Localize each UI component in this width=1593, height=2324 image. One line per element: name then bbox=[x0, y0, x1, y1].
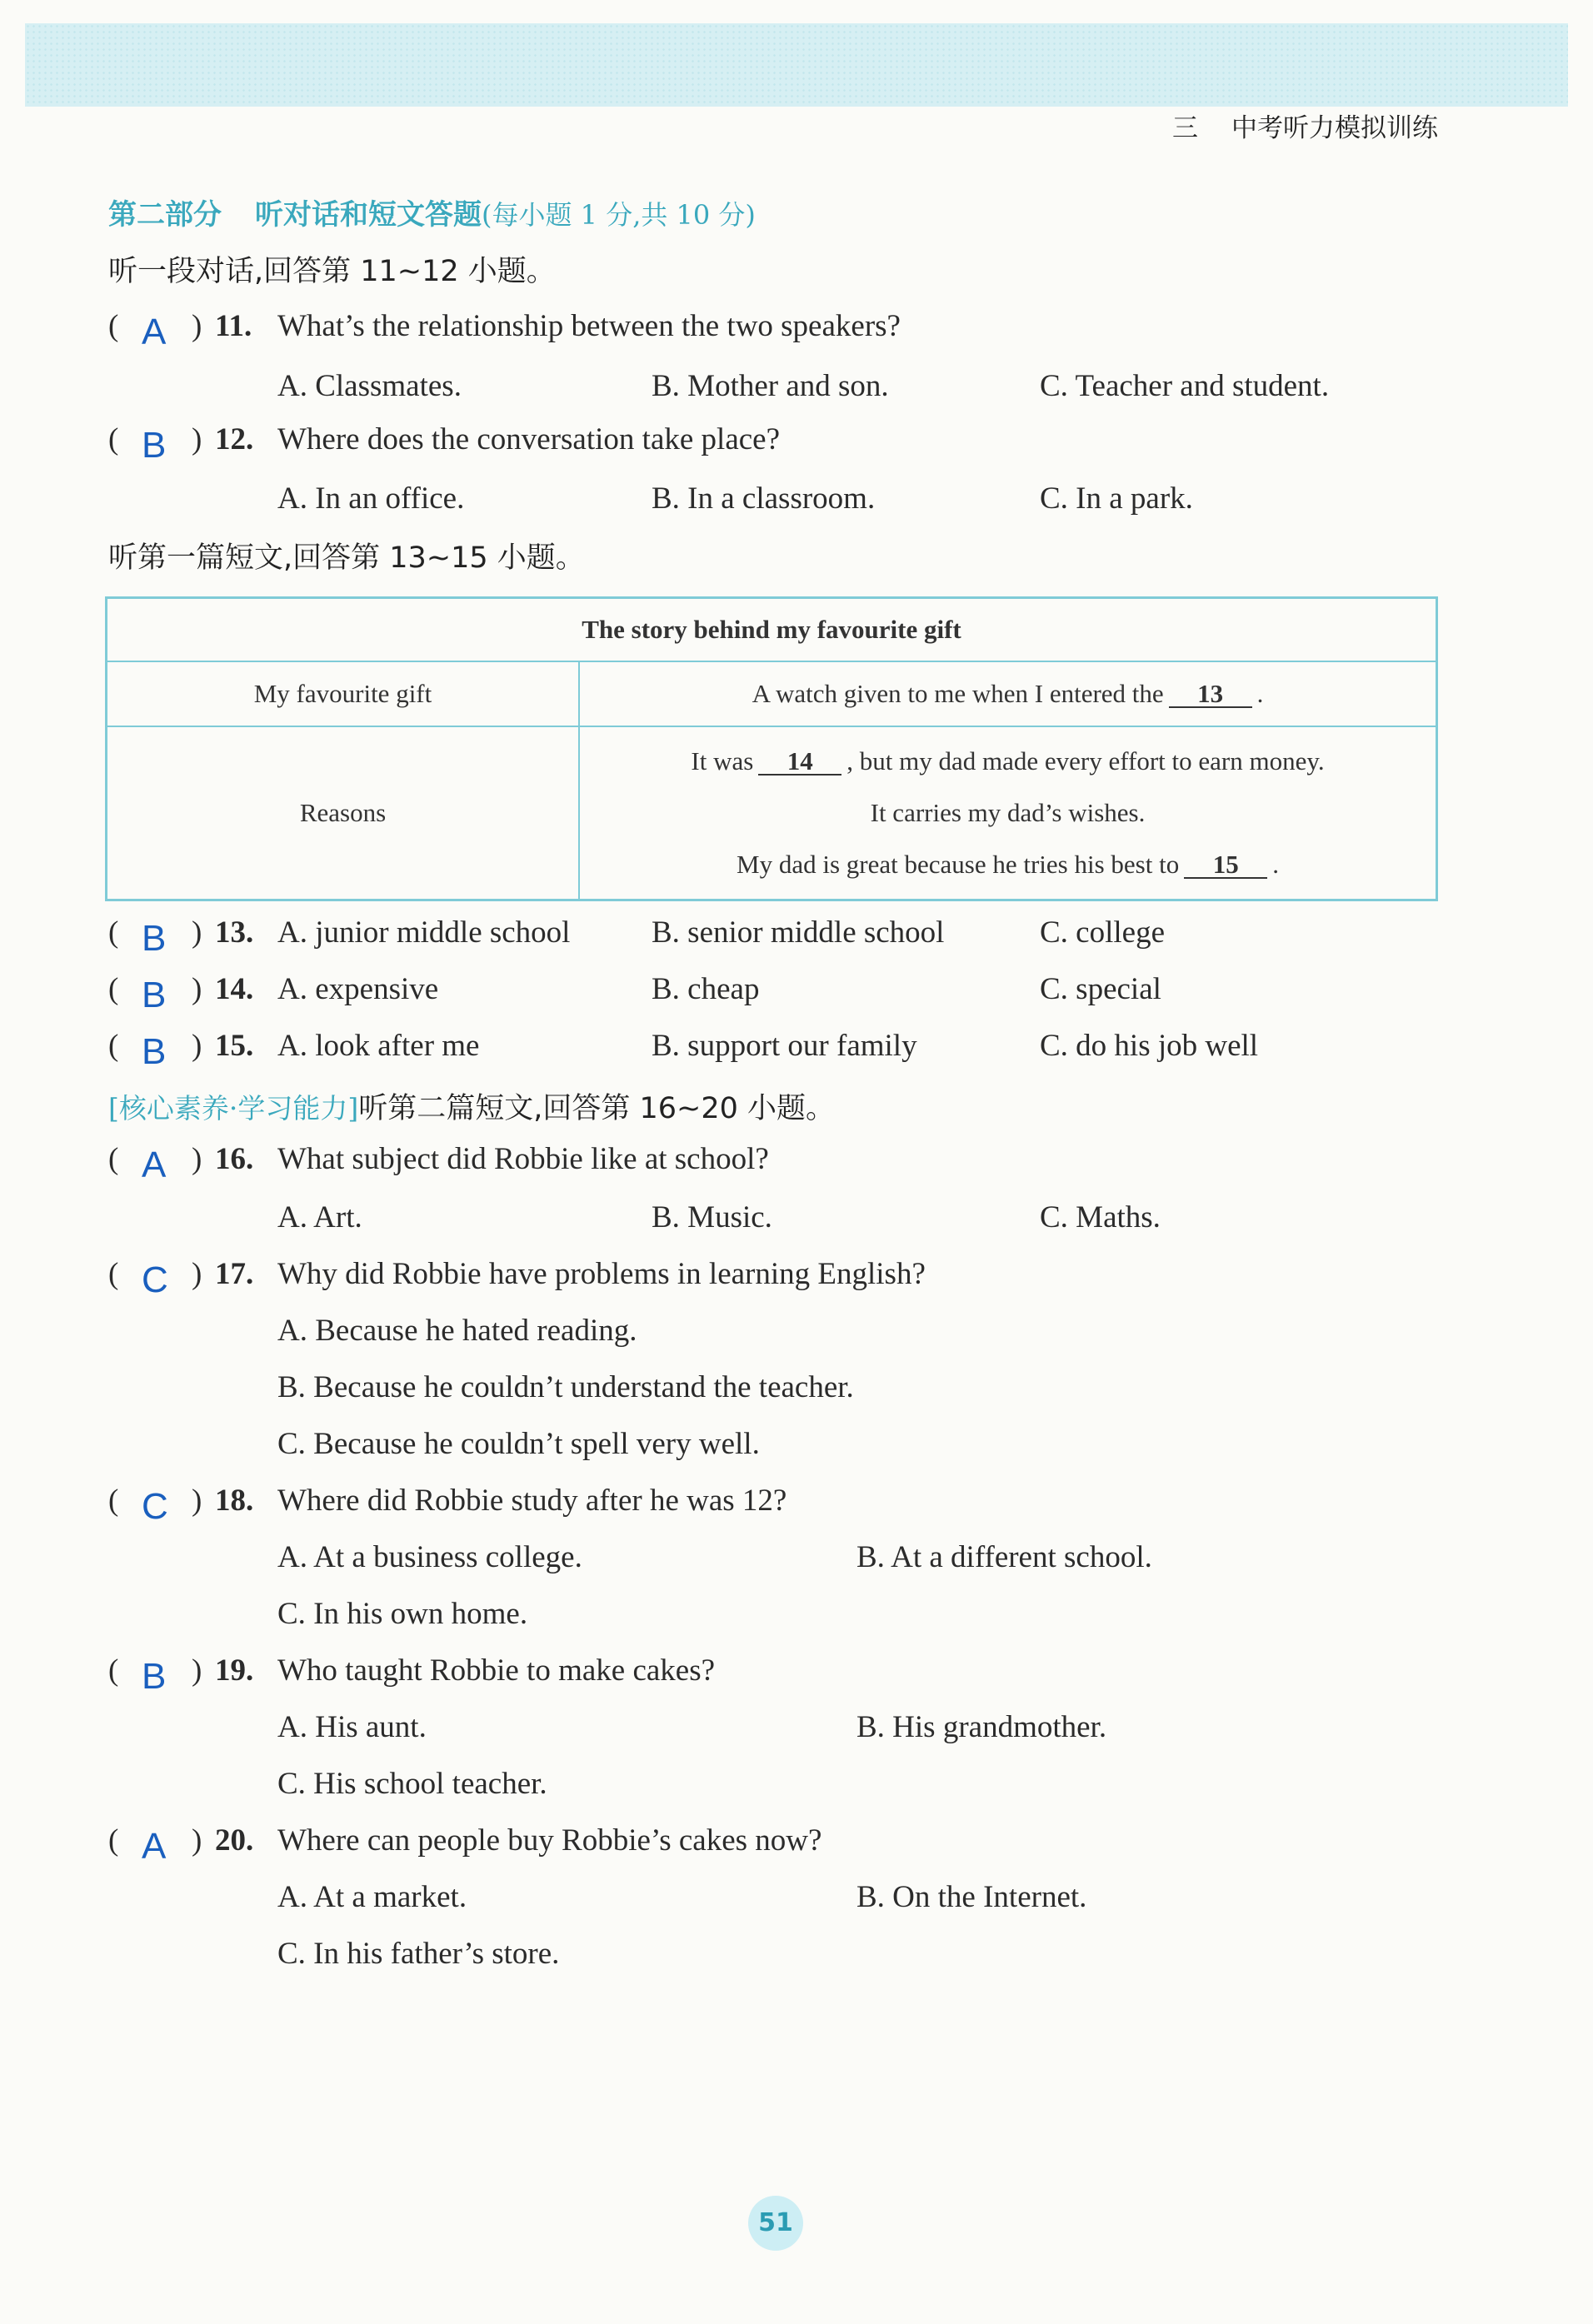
literacy-tag: [核心素养·学习能力] bbox=[108, 1092, 359, 1125]
answer-19: B bbox=[142, 1656, 167, 1697]
option-20-c: C. In his father’s store. bbox=[277, 1937, 560, 1971]
option-15-c: C. do his job well bbox=[1040, 1029, 1259, 1063]
answer-18: C bbox=[142, 1486, 168, 1527]
option-20-b: B. On the Internet. bbox=[856, 1880, 1087, 1914]
part-label: 第二部分 bbox=[108, 198, 222, 232]
question-15: ( B ) 15. A. look after me bbox=[108, 1029, 480, 1072]
question-number: 19. bbox=[215, 1653, 254, 1688]
question-stem: What’s the relationship between the two speakers? bbox=[277, 309, 901, 343]
blank-13: 13 bbox=[1169, 681, 1252, 708]
question-number: 11. bbox=[215, 309, 252, 343]
question-number: 13. bbox=[215, 915, 254, 950]
answer-16: A bbox=[142, 1145, 167, 1185]
question-stem: What subject did Robbie like at school? bbox=[277, 1142, 769, 1176]
gift-text: A watch given to me when I entered the bbox=[752, 679, 1164, 708]
instruction-passage-2: [核心素养·学习能力]听第二篇短文,回答第 16~20 小题。 bbox=[108, 1092, 836, 1125]
question-number: 18. bbox=[215, 1484, 254, 1518]
option-18-a: A. At a business college. bbox=[277, 1540, 582, 1574]
blank-15: 15 bbox=[1184, 852, 1267, 879]
question-stem: Where can people buy Robbie’s cakes now? bbox=[277, 1823, 822, 1858]
question-number: 12. bbox=[215, 422, 254, 456]
instruction-dialog: 听一段对话,回答第 11~12 小题。 bbox=[108, 255, 556, 288]
option-17-a: A. Because he hated reading. bbox=[277, 1314, 637, 1348]
question-12: ( B ) 12. Where does the conversation take place? bbox=[108, 422, 781, 466]
answer-11: A bbox=[142, 312, 167, 352]
option-16-b: B. Music. bbox=[652, 1200, 772, 1234]
blank-14: 14 bbox=[758, 749, 841, 775]
question-number: 15. bbox=[215, 1029, 254, 1063]
answer-12: B bbox=[142, 425, 167, 466]
table-label-gift: My favourite gift bbox=[107, 661, 580, 726]
option-11-a: A. Classmates. bbox=[277, 369, 462, 403]
option-11-c: C. Teacher and student. bbox=[1040, 369, 1330, 403]
option-11-b: B. Mother and son. bbox=[652, 369, 889, 403]
reason-3: My dad is great because he tries his best to 15 . bbox=[737, 850, 1279, 879]
option-14-a: A. expensive bbox=[277, 972, 439, 1006]
option-12-a: A. In an office. bbox=[277, 481, 465, 516]
question-17: ( C ) 17. Why did Robbie have problems in learning English? bbox=[108, 1257, 926, 1300]
option-12-b: B. In a classroom. bbox=[652, 481, 876, 516]
question-18: ( C ) 18. Where did Robbie study after he was 12? bbox=[108, 1484, 787, 1527]
question-16: ( A ) 16. What subject did Robbie like at school? bbox=[108, 1142, 769, 1185]
question-19: ( B ) 19. Who taught Robbie to make cakes? bbox=[108, 1653, 716, 1697]
answer-17: C bbox=[142, 1259, 168, 1300]
instruction-passage-1: 听第一篇短文,回答第 13~15 小题。 bbox=[108, 541, 585, 575]
option-13-c: C. college bbox=[1040, 915, 1166, 950]
part-title bbox=[108, 192, 756, 232]
page-number: 51 bbox=[748, 2196, 803, 2251]
question-14: ( B ) 14. A. expensive bbox=[108, 972, 439, 1015]
table-title: The story behind my favourite gift bbox=[107, 598, 1437, 662]
answer-13: B bbox=[142, 918, 167, 959]
question-number: 16. bbox=[215, 1142, 254, 1176]
question-stem: Where does the conversation take place? bbox=[277, 422, 781, 456]
question-number: 14. bbox=[215, 972, 254, 1006]
answer-15: B bbox=[142, 1031, 167, 1072]
option-16-c: C. Maths. bbox=[1040, 1200, 1161, 1234]
option-13-b: B. senior middle school bbox=[652, 915, 945, 950]
running-head bbox=[1172, 107, 1438, 144]
option-13-a: A. junior middle school bbox=[277, 915, 571, 950]
option-19-a: A. His aunt. bbox=[277, 1710, 427, 1744]
option-20-a: A. At a market. bbox=[277, 1880, 467, 1914]
option-18-c: C. In his own home. bbox=[277, 1597, 528, 1631]
option-14-c: C. special bbox=[1040, 972, 1161, 1006]
reason-2: It carries my dad’s wishes. bbox=[870, 798, 1146, 827]
option-18-b: B. At a different school. bbox=[856, 1540, 1152, 1574]
table-gift-cell: A watch given to me when I entered the 13 . bbox=[579, 661, 1437, 726]
option-19-b: B. His grandmother. bbox=[856, 1710, 1107, 1744]
answer-20: A bbox=[142, 1826, 167, 1867]
option-15-b: B. support our family bbox=[652, 1029, 917, 1063]
question-stem: Why did Robbie have problems in learning English? bbox=[277, 1257, 926, 1291]
answer-14: B bbox=[142, 975, 167, 1015]
question-number: 17. bbox=[215, 1257, 254, 1291]
table-label-reasons: Reasons bbox=[107, 726, 580, 900]
option-17-c: C. Because he couldn’t spell very well. bbox=[277, 1427, 760, 1461]
question-11: ( A ) 11. What’s the relationship between the two speakers? bbox=[108, 309, 901, 352]
question-number: 20. bbox=[215, 1823, 254, 1858]
option-19-c: C. His school teacher. bbox=[277, 1767, 547, 1801]
reason-1: It was 14 , but my dad made every effort to earn money. bbox=[691, 746, 1325, 775]
option-16-a: A. Art. bbox=[277, 1200, 362, 1234]
section-number: 三 bbox=[1172, 113, 1198, 143]
header-band bbox=[25, 23, 1568, 107]
story-table bbox=[105, 596, 1438, 901]
option-17-b: B. Because he couldn’t understand the teacher. bbox=[277, 1370, 854, 1404]
question-stem: Where did Robbie study after he was 12? bbox=[277, 1484, 787, 1518]
option-12-c: C. In a park. bbox=[1040, 481, 1193, 516]
part-score-note: (每小题 1 分,共 10 分) bbox=[482, 199, 756, 231]
section-title: 中考听力模拟训练 bbox=[1231, 113, 1438, 143]
part-subtitle: 听对话和短文答题 bbox=[255, 198, 482, 232]
option-15-a: A. look after me bbox=[277, 1029, 480, 1063]
option-14-b: B. cheap bbox=[652, 972, 760, 1006]
question-20: ( A ) 20. Where can people buy Robbie’s cakes now? bbox=[108, 1823, 822, 1867]
question-stem: Who taught Robbie to make cakes? bbox=[277, 1653, 716, 1688]
table-reasons-cell bbox=[579, 726, 1437, 900]
question-13: ( B ) 13. A. junior middle school bbox=[108, 915, 571, 959]
